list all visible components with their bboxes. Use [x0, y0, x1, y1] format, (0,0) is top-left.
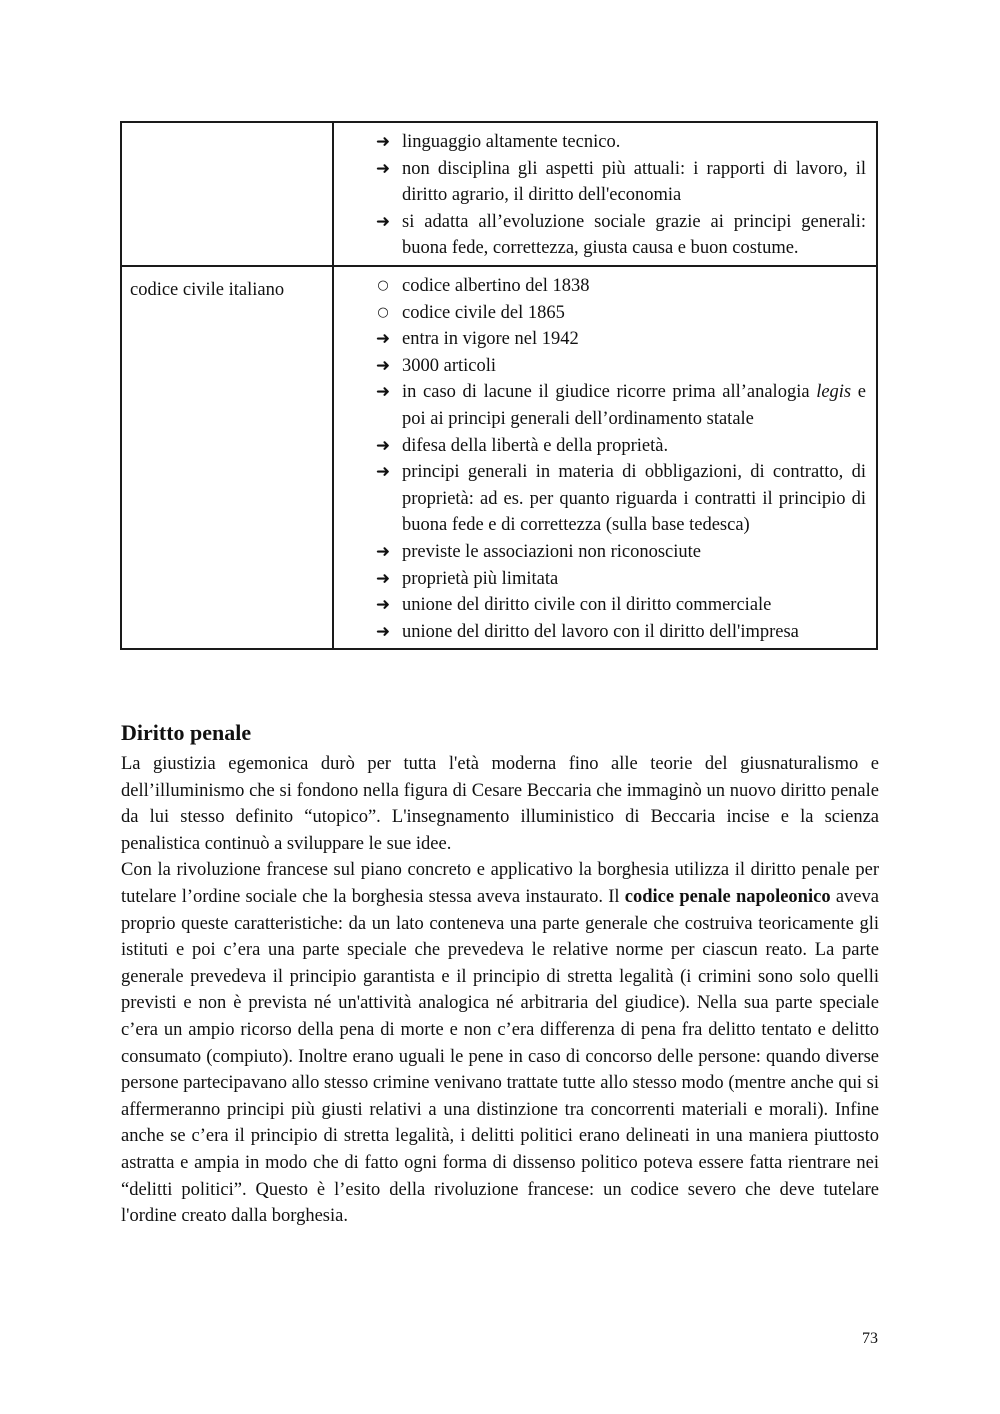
bullet-list	[334, 129, 866, 262]
arrow-bullet-icon: ➜	[375, 382, 391, 403]
arrow-bullet-icon: ➜	[375, 329, 391, 350]
list-item	[334, 156, 866, 209]
bullet-list	[334, 273, 866, 645]
list-item	[334, 566, 866, 593]
arrow-bullet-icon: ➜	[375, 211, 391, 232]
list-item-text: entra in vigore nel 1942	[402, 329, 579, 350]
arrow-bullet-icon: ➜	[375, 568, 391, 589]
list-item-text-after: e poi ai principi generali dell’ordinamento statale	[402, 382, 866, 429]
list-item	[334, 592, 866, 619]
arrow-bullet-icon: ➜	[375, 462, 391, 483]
list-item-text-before: in caso di lacune il giudice ricorre prima all’analogia	[402, 382, 817, 403]
list-item	[334, 326, 866, 353]
row-label-cell	[121, 266, 333, 649]
notes-table	[120, 121, 878, 650]
arrow-bullet-icon: ➜	[375, 132, 391, 152]
bold-term: codice penale napoleonico	[624, 886, 831, 907]
list-item-text: codice albertino del 1838	[402, 275, 590, 296]
section-diritto-penale	[121, 718, 879, 1230]
page-number: 73	[862, 1330, 878, 1347]
paragraph-text-after: aveva proprio queste caratteristiche: da un lato conteneva una parte generale che costruiva teoricamente gli istituti e poi c’era una parte speciale che prevedeva le relative norme per ciascun reato. La parte generale prevedeva il principio garantista e il principio di stretta legalità (i crimini sono solo quelli previsti e non è prevista né un'attività analogica né arbitraria del giudice). Nella sua parte speciale c’era un ampio ricorso della pena di morte e non c’era differenza di pena fra delitto tentato e delitto consumato (compiuto). Inoltre erano uguali le pene in caso di concorso delle persone: quando diverse persone partecipavano allo stesso crimine venivano trattate tutte allo stesso modo (mentre anche qui si affermeranno principi più giusti relativi a una distinzione tra concorrenti materiali e morali). Infine anche se c’era il principio di stretta legalità, i delitti politici erano delineati in una maniera piuttosto astratta e ampia in modo che di fatto ogni forma di dissenso politico poteva essere fatta rientrare nei “delitti politici”. Questo è l’esito della rivoluzione francese: un codice severo che deve tutelare l'ordine creato dalla borghesia.	[121, 886, 879, 1227]
list-item	[334, 273, 866, 300]
row-label-cell	[121, 122, 333, 266]
circle-bullet-icon: ○	[377, 304, 389, 320]
circle-bullet-icon: ○	[377, 277, 389, 293]
section-heading: Diritto penale	[121, 720, 252, 745]
arrow-bullet-icon: ➜	[375, 158, 391, 179]
list-item-text: proprietà più limitata	[402, 568, 559, 589]
list-item	[334, 539, 866, 566]
paragraph: La giustizia egemonica durò per tutta l'età moderna fino alle teorie del giusnaturalismo e dell’illuminismo che si fondono nella figura di Cesare Beccaria che immaginò un nuovo diritto penale da lui stesso definito “utopico”. L'insegnamento illuministico di Beccaria incise e la scienza penalistica continuò a sviluppare le sue idee.	[121, 754, 879, 854]
list-item-italic-term: legis	[816, 382, 852, 403]
arrow-bullet-icon: ➜	[375, 621, 391, 642]
list-item	[334, 209, 866, 262]
arrow-bullet-icon: ➜	[375, 595, 391, 616]
list-item	[334, 379, 866, 432]
list-item-text: unione del diritto civile con il diritto commerciale	[402, 595, 772, 616]
list-item-text: linguaggio altamente tecnico.	[402, 132, 621, 152]
table-row	[121, 266, 877, 649]
arrow-bullet-icon: ➜	[375, 355, 391, 376]
list-item	[334, 459, 866, 539]
list-item-text: 3000 articoli	[402, 355, 497, 376]
list-item-text: previste le associazioni non riconosciute	[402, 541, 701, 562]
row-label: codice civile italiano	[130, 279, 285, 300]
arrow-bullet-icon: ➜	[375, 435, 391, 456]
list-item	[334, 353, 866, 380]
list-item	[334, 129, 866, 156]
paragraph-text-before: Con la rivoluzione francese sul piano concreto e applicativo la borghesia utilizza il diritto penale per tutelare l’ordine sociale che la borghesia stessa aveva instaurato. Il	[121, 860, 879, 907]
list-item-text: unione del diritto del lavoro con il diritto dell'impresa	[402, 621, 799, 642]
row-items-cell	[333, 122, 877, 266]
paragraph	[121, 857, 879, 1229]
list-item	[334, 619, 866, 646]
list-item	[334, 433, 866, 460]
table-row	[121, 122, 877, 266]
list-item-text: codice civile del 1865	[402, 302, 565, 323]
list-item-text: difesa della libertà e della proprietà.	[402, 435, 669, 456]
row-items-cell	[333, 266, 877, 649]
list-item-text: principi generali in materia di obbligazioni, di contratto, di proprietà: ad es. per quanto riguarda i contratti il principio di buona fede e di correttezza (sulla base tedesca)	[402, 462, 866, 536]
list-item	[334, 300, 866, 327]
arrow-bullet-icon: ➜	[375, 541, 391, 562]
list-item-text: si adatta all’evoluzione sociale grazie ai principi generali: buona fede, correttezza, giusta causa e buon costume.	[402, 211, 866, 259]
list-item-text: non disciplina gli aspetti più attuali: i rapporti di lavoro, il diritto agrario, il diritto dell'economia	[402, 158, 866, 206]
